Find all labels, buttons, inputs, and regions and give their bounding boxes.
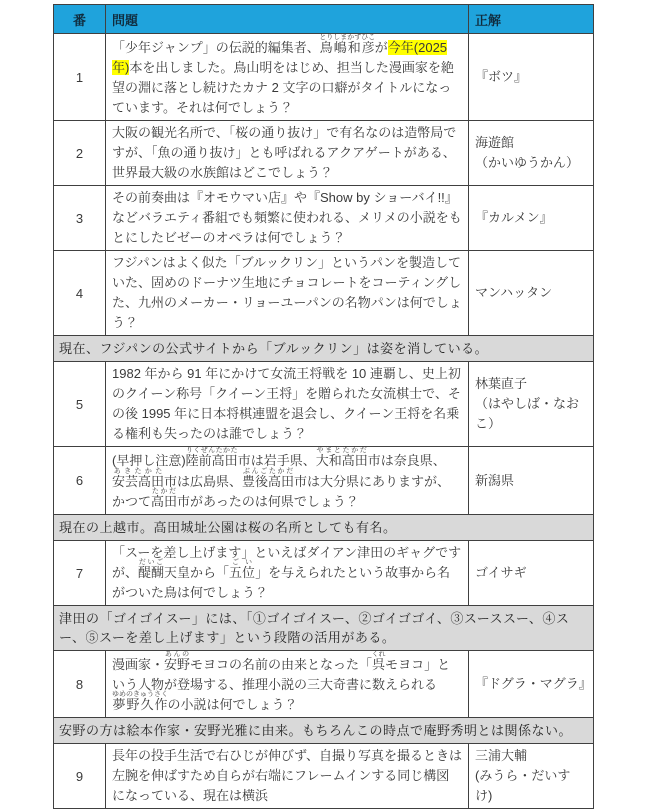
question-text: 漫画家・安野あんのモヨコの名前の由来となった「呉くれモヨコ」という人物が登場する、推理小説の三大奇書に数えられる夢野久作ゆめのきゅうさくの小説は何でしょう？ (106, 651, 469, 718)
furigana-text: 高田たかだ (151, 488, 178, 509)
quiz-rows (54, 34, 594, 809)
answer-text: 『ボツ』 (469, 34, 594, 121)
answer-text: 林葉直子 （はやしば・なおこ） (469, 362, 594, 447)
qa-row (54, 651, 594, 718)
qa-row (54, 121, 594, 186)
question-text: 長年の投手生活で右ひじが伸びず、自撮り写真を撮るときは左腕を伸ばすため自らが右端にフレームインする同じ構図になっている、現在は横浜 (106, 744, 469, 809)
note-text: 津田の「ゴイゴイスー」には、「①ゴイゴイスー、②ゴイゴゴイ、③スーススー、④スー、⑤スーを差し上げます」という段階の活用がある。 (54, 606, 594, 651)
qa-row (54, 34, 594, 121)
question-text: その前奏曲は『オモウマい店』や『Show by ショーバイ!!』などバラエティ番組でも頻繁に使われる、メリメの小説をもとにしたビゼーのオペラは何でしょう？ (106, 186, 469, 251)
question-number: 7 (54, 541, 106, 606)
qa-row (54, 541, 594, 606)
question-text: 「少年ジャンプ」の伝説的編集者、鳥嶋和彦とりしまかずひこが今年(2025 年)本を出しました。鳥山明をはじめ、担当した漫画家を絶望の淵に落とし続けたカナ 2 文字の口癖がタイトルになっています。それは何でしょう？ (106, 34, 469, 121)
header-number: 番 (54, 5, 106, 34)
furigana-text: 豊後高田ぶんごたかだ (242, 468, 295, 489)
furigana-text: 陸前高田りくぜんたかた (185, 447, 238, 468)
qa-row (54, 362, 594, 447)
quiz-table (53, 4, 594, 809)
furigana-text: 安野あんの (164, 651, 191, 672)
question-number: 8 (54, 651, 106, 718)
note-text: 現在、フジパンの公式サイトから「ブルックリン」は姿を消している。 (54, 336, 594, 362)
question-number: 2 (54, 121, 106, 186)
question-text: (早押し注意)陸前高田りくぜんたかた市は岩手県、大和高田やまとたかだ市は奈良県、安芸高田あきたかた市は広島県、豊後高田ぶんごたかだ市は大分県にありますが、かつて高田たかだ市があったのは何県でしょう？ (106, 447, 469, 515)
note-row (54, 336, 594, 362)
answer-text: 『カルメン』 (469, 186, 594, 251)
qa-row (54, 744, 594, 809)
furigana-text: 夢野久作ゆめのきゅうさく (112, 691, 168, 712)
furigana-text: 五位ごい (229, 559, 256, 580)
furigana-text: 呉くれ (371, 651, 386, 672)
quiz-table-header (54, 5, 594, 34)
answer-text: 三浦大輔 (みうら・だいすけ) (469, 744, 594, 809)
furigana-text: 大和高田やまとたかだ (315, 447, 368, 468)
note-row (54, 718, 594, 744)
header-row (54, 5, 594, 34)
answer-text: 『ドグラ・マグラ』 (469, 651, 594, 718)
qa-row (54, 251, 594, 336)
question-text: 大阪の観光名所で、「桜の通り抜け」で有名なのは造幣局ですが、「魚の通り抜け」とも呼ばれるアクアゲートがある、世界最大級の水族館はどこでしょう？ (106, 121, 469, 186)
question-text: フジパンはよく似た「ブルックリン」というパンを製造していた、固めのドーナツ生地にチョコレートをコーティングした、九州のメーカー・リョーユーパンの名物パンは何でしょう？ (106, 251, 469, 336)
quiz-document (53, 4, 593, 809)
qa-row (54, 186, 594, 251)
question-number: 1 (54, 34, 106, 121)
note-text: 現在の上越市。高田城址公園は桜の名所としても有名。 (54, 515, 594, 541)
highlighted-text: 今年(2025 年) (112, 40, 448, 75)
question-number: 3 (54, 186, 106, 251)
question-number: 9 (54, 744, 106, 809)
header-question: 問題 (106, 5, 469, 34)
header-answer: 正解 (469, 5, 594, 34)
note-text: 安野の方は絵本作家・安野光雅に由来。もちろんこの時点で庵野秀明とは関係ない。 (54, 718, 594, 744)
note-row (54, 606, 594, 651)
note-row (54, 515, 594, 541)
question-text: 「スーを差し上げます」といえばダイアン津田のギャグですが、醍醐だいご天皇から「五位ごい」を与えられたという故事から名がついた鳥は何でしょう？ (106, 541, 469, 606)
furigana-text: 鳥嶋和彦とりしまかずひこ (319, 34, 376, 55)
question-number: 6 (54, 447, 106, 515)
answer-text: 海遊館 （かいゆうかん） (469, 121, 594, 186)
question-number: 4 (54, 251, 106, 336)
answer-text: ゴイサギ (469, 541, 594, 606)
question-text: 1982 年から 91 年にかけて女流王将戦を 10 連覇し、史上初のクイーン称号「クイーン王将」を贈られた女流棋士で、その後 1995 年に日本将棋連盟を退会し、クイーン王将を名乗る権利も失ったのは誰でしょう？ (106, 362, 469, 447)
answer-text: マンハッタン (469, 251, 594, 336)
furigana-text: 醍醐だいご (138, 559, 165, 580)
answer-text: 新潟県 (469, 447, 594, 515)
furigana-text: 安芸高田あきたかた (112, 468, 165, 489)
qa-row (54, 447, 594, 515)
question-number: 5 (54, 362, 106, 447)
